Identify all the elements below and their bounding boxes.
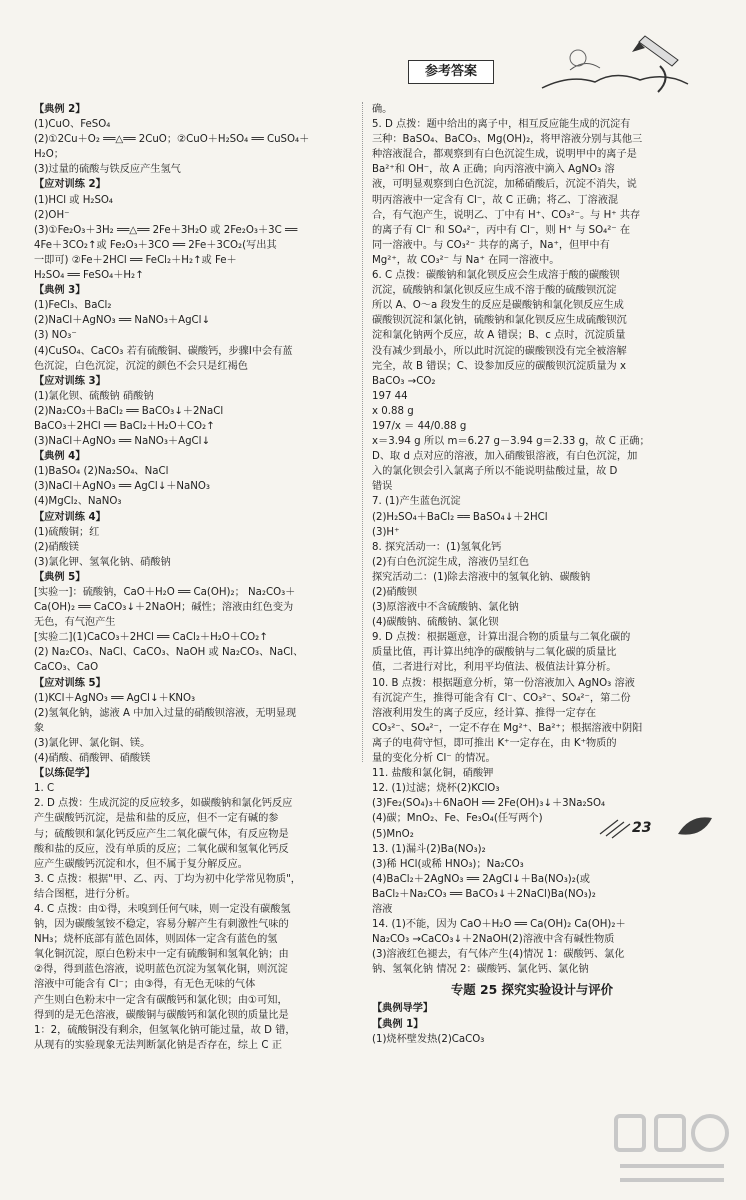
answer-line: 氧化铜沉淀，原白色粉末中一定有硫酸铜和氢氧化钠；由	[34, 949, 289, 961]
answer-line: (1)烧杯壁发热(2)CaCO₃	[372, 1033, 485, 1045]
answer-line: (3) NO₃⁻	[34, 330, 77, 342]
answer-line: 2. D 点拨：生成沉淀的反应较多，如碳酸钠和氯化钙反应	[34, 798, 293, 810]
answer-line: 离子的电荷守恒，即可推出 K⁺一定存在，由 K⁺物质的	[372, 737, 617, 749]
answer-line: (2)H₂SO₄＋BaCl₂ ══ BaSO₄↓＋2HCl	[372, 511, 548, 523]
header-label: 参考答案	[408, 60, 494, 84]
answer-line: x＝3.94 g 所以 m＝6.27 g－3.94 g＝2.33 g，故 C 正确；	[372, 436, 650, 448]
answer-line: 10. B 点拨：根据题意分析，第一份溶液加入 AgNO₃ 溶液	[372, 677, 635, 689]
answer-line: 3. C 点拨：根据"甲、乙、丙、丁均为初中化学常见物质"，	[34, 873, 301, 885]
answer-line: (3)Fe₂(SO₄)₃＋6NaOH ══ 2Fe(OH)₃↓＋3Na₂SO₄	[372, 798, 606, 810]
answer-line: (2) Na₂CO₃、NaCl、CaCO₃、NaOH 或 Na₂CO₃、NaCl、	[34, 647, 304, 659]
topic-title: 专题 25 探究实验设计与评价	[450, 982, 614, 998]
section-heading: 【应对训练 2】	[34, 179, 106, 191]
watermark-logo	[612, 1110, 732, 1192]
answer-line: 明丙溶液中一定含有 Cl⁻，故 C 正确；将乙、丁溶液混	[372, 194, 619, 206]
answer-line: 197/x ＝ 44/0.88 g	[372, 420, 467, 432]
section-heading: 【以练促学】	[34, 768, 96, 780]
answer-line: 6. C 点拨：碳酸钠和氯化钡反应会生成溶于酸的碳酸钡	[372, 270, 620, 282]
answer-line: Ba²⁺和 OH⁻，故 A 正确；向丙溶液中滴入 AgNO₃ 溶	[372, 164, 615, 176]
left-column	[34, 102, 356, 1053]
answer-line: 4. C 点拨：由①得，未嗅到任何气味，则一定没有碳酸氢	[34, 903, 291, 915]
answer-line: (3)①Fe₂O₃＋3H₂ ══△══ 2Fe＋3H₂O 或 2Fe₂O₃＋3C ══	[34, 224, 298, 236]
answer-line: 从现有的实验现象无法判断氯化钠是否存在，综上 C 正	[34, 1039, 282, 1051]
answer-line: (1)氯化钡、硫酸钠 硝酸钠	[34, 390, 154, 402]
answer-line: (2)硝酸钡	[372, 587, 417, 598]
answer-line: NH₃；烧杯底部有蓝色固体，则固体一定含有蓝色的氢	[34, 934, 278, 946]
answer-line: 应产生碳酸钙沉淀和水，但不属于复分解反应。	[34, 858, 248, 870]
answer-line: 结合图框，进行分析。	[34, 888, 136, 900]
answer-line: (1)HCl 或 H₂SO₄	[34, 194, 114, 206]
answer-line: (2)氢氧化钠，滤液 A 中加入过量的硝酸钡溶液，无明显现	[34, 707, 297, 719]
answer-line: 5. D 点拨：题中给出的离子中，相互反应能生成的沉淀有	[372, 119, 631, 131]
answer-line: 所以 A、O～a 段发生的反应是碳酸钠和氯化钡反应生成	[372, 300, 624, 312]
answer-line: D、取 d 点对应的溶液，加入硝酸银溶液，有白色沉淀，加	[372, 451, 638, 463]
answer-line: (4)碳酸钠、硫酸钠、氯化钡	[372, 617, 499, 629]
answer-line: 1. C	[34, 783, 55, 795]
answer-line: (3)溶液红色褪去，有气体产生(4)情况 1：碳酸钙、氯化	[372, 949, 625, 961]
section-heading: 【典例 2】	[34, 104, 86, 115]
answer-line: 得到的是无色溶液，碳酸铜与碳酸钙和氯化钡的质量比是	[34, 1009, 289, 1021]
answer-line: 7. (1)产生蓝色沉淀	[372, 496, 461, 508]
answer-line: 液，可明显观察到白色沉淀，加稀硝酸后，沉淀不消失，说	[372, 179, 637, 191]
section-heading: 【应对训练 3】	[34, 375, 106, 387]
column-divider	[362, 102, 363, 762]
answer-line: (4)MgCl₂、NaNO₃	[34, 496, 122, 508]
answer-line: 种溶液混合，都观察到有白色沉淀生成，说明甲中的离子是	[372, 149, 637, 161]
answer-line: 质量比值，再计算出纯净的碳酸钠与二氧化碳的质量比	[372, 647, 617, 659]
answer-line: 14. (1)不能，因为 CaO＋H₂O ══ Ca(OH)₂ Ca(OH)₂＋	[372, 919, 626, 931]
answer-line: (3)NaCl＋AgNO₃ ══ AgCl↓＋NaNO₃	[34, 481, 211, 493]
answer-line: 沉淀，硫酸钠和氯化钡反应生成不溶于酸的硫酸钡沉淀	[372, 285, 617, 297]
answer-line: CO₃²⁻、SO₄²⁻，一定不存在 Mg²⁺、Ba²⁺；根据溶液中阴阳	[372, 722, 643, 734]
answer-line: (3)过量的硫酸与铁反应产生氢气	[34, 164, 181, 176]
right-column-answers	[372, 102, 692, 977]
section-heading: 【典例 1】	[372, 1018, 424, 1030]
answer-line: (2)硝酸镁	[34, 541, 79, 553]
answer-line: (1)CuO、FeSO₄	[34, 119, 111, 131]
answer-line: Ca(OH)₂ ══ CaCO₃↓＋2NaOH；碱性；溶液由红色变为	[34, 602, 294, 614]
answer-line: (4)碳；MnO₂、Fe、Fe₃O₄(任写两个)	[372, 813, 543, 825]
answer-line: 碳酸钡沉淀和氯化钠，硫酸钠和氯化钡反应生成硫酸钡沉	[372, 315, 627, 327]
answer-line: 酸和盐的反应，没有单质的反应；二氧化碳和氢氧化钙反	[34, 843, 289, 855]
answer-line: Mg²⁺，故 CO₃²⁻ 与 Na⁺ 在同一溶液中。	[372, 254, 560, 266]
answer-line: 13. (1)漏斗(2)Ba(NO₃)₂	[372, 843, 486, 855]
answer-line: (5)MnO₂	[372, 828, 414, 840]
answer-line: 11. 盐酸和氯化铜，硝酸钾	[372, 768, 494, 780]
right-column-examples	[372, 1001, 692, 1046]
answer-line: (4)硝酸、硝酸钾、硝酸镁	[34, 753, 151, 765]
answer-line: (2)NaCl＋AgNO₃ ══ NaNO₃＋AgCl↓	[34, 315, 211, 327]
section-heading: 【典例 5】	[34, 571, 86, 583]
answer-line: H₂O；	[34, 149, 64, 161]
answer-line: BaCO₃ →CO₂	[372, 375, 436, 387]
answer-line: 量的变化分析 Cl⁻ 的情况。	[372, 753, 496, 765]
pen-and-landscape-icon	[540, 30, 690, 100]
answer-line: (1)BaSO₄ (2)Na₂SO₄、NaCl	[34, 466, 169, 478]
answer-line: (3)稀 HCl(或稀 HNO₃)；Na₂CO₃	[372, 858, 524, 870]
answer-line: (4)BaCl₂＋2AgNO₃ ══ 2AgCl↓＋Ba(NO₃)₂(或	[372, 873, 590, 885]
answer-line: CaCO₃、CaO	[34, 662, 99, 674]
answer-line: 的离子有 Cl⁻ 和 SO₄²⁻，丙中有 Cl⁻，则 H⁺ 与 SO₄²⁻ 在	[372, 224, 631, 236]
answer-line: 淀和氯化钠两个反应，故 A 错误；B、c 点时，沉淀质量	[372, 330, 626, 342]
answer-line: (3)H⁺	[372, 526, 400, 538]
answer-line: 探究活动二：(1)除去溶液中的氢氧化钠、碳酸钠	[372, 571, 591, 583]
answer-line: (4)CuSO₄、CaCO₃ 若有硫酸铜、碳酸钙，步骤Ⅰ中会有蓝	[34, 345, 293, 357]
section-heading: 【典例 4】	[34, 451, 86, 463]
answer-line: 产生则白色粉末中一定含有碳酸钙和氯化钡；由①可知，	[34, 994, 288, 1006]
answer-line: 钠、氢氧化钠 情况 2：碳酸钙、氯化钙、氯化钠	[372, 964, 589, 976]
answer-line: (3)原溶液中不含硫酸钠、氯化钠	[372, 602, 519, 614]
answer-line: [实验二](1)CaCO₃＋2HCl ══ CaCl₂＋H₂O＋CO₂↑	[34, 632, 268, 644]
section-heading: 【应对训练 5】	[34, 677, 106, 689]
answer-line: (1)KCl＋AgNO₃ ══ AgCl↓＋KNO₃	[34, 692, 196, 704]
answer-line: 钠，因为碳酸氢铵不稳定，容易分解产生有刺激性气味的	[34, 919, 289, 931]
answer-line: (3)NaCl＋AgNO₃ ══ NaNO₃＋AgCl↓	[34, 436, 211, 448]
answer-line: 值，二者进行对比，利用平均值法、极值法计算分析。	[372, 662, 617, 674]
answer-line: 产生碳酸钙沉淀，是盐和盐的反应，但不一定有碱的参	[34, 813, 279, 825]
answer-line: H₂SO₄ ══ FeSO₄＋H₂↑	[34, 270, 144, 282]
answer-line: 一即可) ②Fe＋2HCl ══ FeCl₂＋H₂↑或 Fe＋	[34, 254, 237, 266]
answer-line: (1)硫酸铜；红	[34, 526, 100, 538]
answer-line: 有沉淀产生，推得可能含有 Cl⁻、CO₃²⁻、SO₄²⁻，第二份	[372, 692, 631, 704]
answer-line: 溶液利用发生的离子反应，经计算、推得一定存在	[372, 707, 597, 719]
answer-line: (2)①2Cu＋O₂ ══△══ 2CuO；②CuO＋H₂SO₄ ══ CuSO₄＋	[34, 134, 310, 146]
answer-line: 8. 探究活动一：(1)氢氧化钙	[372, 541, 502, 553]
answer-line: [实验一]：硫酸钠，CaO＋H₂O ══ Ca(OH)₂； Na₂CO₃＋	[34, 587, 296, 598]
section-heading: 【应对训练 4】	[34, 511, 106, 523]
answer-line: 象	[34, 722, 45, 734]
answer-line: 溶液	[372, 903, 393, 915]
answer-line: 合，有气泡产生，说明乙、丁中有 H⁺、CO₃²⁻。与 H⁺ 共存	[372, 209, 641, 221]
answer-line: 无色，有气泡产生	[34, 617, 116, 629]
answer-line: 与；硫酸钡和氯化钙反应产生二氧化碳气体，有反应物是	[34, 828, 289, 840]
answer-line: 错误	[372, 481, 393, 493]
answer-line: BaCO₃＋2HCl ══ BaCl₂＋H₂O＋CO₂↑	[34, 420, 215, 432]
answer-line: Na₂CO₃ →CaCO₃↓＋2NaOH(2)溶液中含有碱性物质	[372, 934, 615, 946]
answer-line: 溶液中可能含有 Cl⁻；由③得，有无色无味的气体	[34, 979, 256, 991]
answer-line: (2)有白色沉淀生成，溶液仍呈红色	[372, 556, 530, 568]
answer-line: (3)氯化钾、氯化铜、镁。	[34, 737, 151, 749]
answer-line: 色沉淀，白色沉淀，沉淀的颜色不会只是红褐色	[34, 360, 248, 372]
page-number: 23	[632, 820, 652, 836]
answer-line: 197 44	[372, 390, 408, 402]
answer-line: ②得，得到蓝色溶液，说明蓝色沉淀为氢氧化铜，则沉淀	[34, 964, 288, 976]
page-header	[400, 30, 690, 100]
leaf-icon	[598, 812, 718, 840]
answer-line: 没有减少到最小，所以此时沉淀的碳酸钡没有完全被溶解	[372, 345, 627, 357]
answer-line: (2)Na₂CO₃＋BaCl₂ ══ BaCO₃↓＋2NaCl	[34, 405, 224, 417]
answer-line: 同一溶液中。与 CO₃²⁻ 共存的离子，Na⁺，但甲中有	[372, 239, 610, 251]
answer-line: BaCl₂＋Na₂CO₃ ══ BaCO₃↓＋2NaCl)Ba(NO₃)₂	[372, 888, 596, 900]
right-column	[372, 102, 692, 1047]
section-heading: 【典例导学】	[372, 1003, 434, 1015]
answer-line: 三种：BaSO₄、BaCO₃、Mg(OH)₂，将甲溶液分别与其他三	[372, 134, 643, 146]
answer-line: 9. D 点拨：根据题意，计算出混合物的质量与二氧化碳的	[372, 632, 631, 644]
answer-line: 12. (1)过滤；烧杯(2)KClO₃	[372, 783, 500, 795]
answer-line: 确。	[372, 104, 393, 115]
answer-line: 完全，故 B 错误；C、设参加反应的碳酸钡沉淀质量为 x	[372, 360, 626, 372]
answer-line: (2)OH⁻	[34, 209, 70, 221]
answer-line: 4Fe＋3CO₂↑或 Fe₂O₃＋3CO ══ 2Fe＋3CO₂(写出其	[34, 239, 277, 251]
answer-line: x 0.88 g	[372, 405, 414, 417]
answer-line: (1)FeCl₃、BaCl₂	[34, 300, 112, 312]
answer-line: 1：2，硫酸铜没有剩余，但氢氧化钠可能过量，故 D 错，	[34, 1024, 296, 1036]
answer-line: 入的氯化钡会引入氯离子所以不能说明盐酸过量，故 D	[372, 466, 618, 478]
section-heading: 【典例 3】	[34, 285, 86, 297]
answer-line: (3)氯化钾、氢氧化钠、硝酸钠	[34, 556, 171, 568]
